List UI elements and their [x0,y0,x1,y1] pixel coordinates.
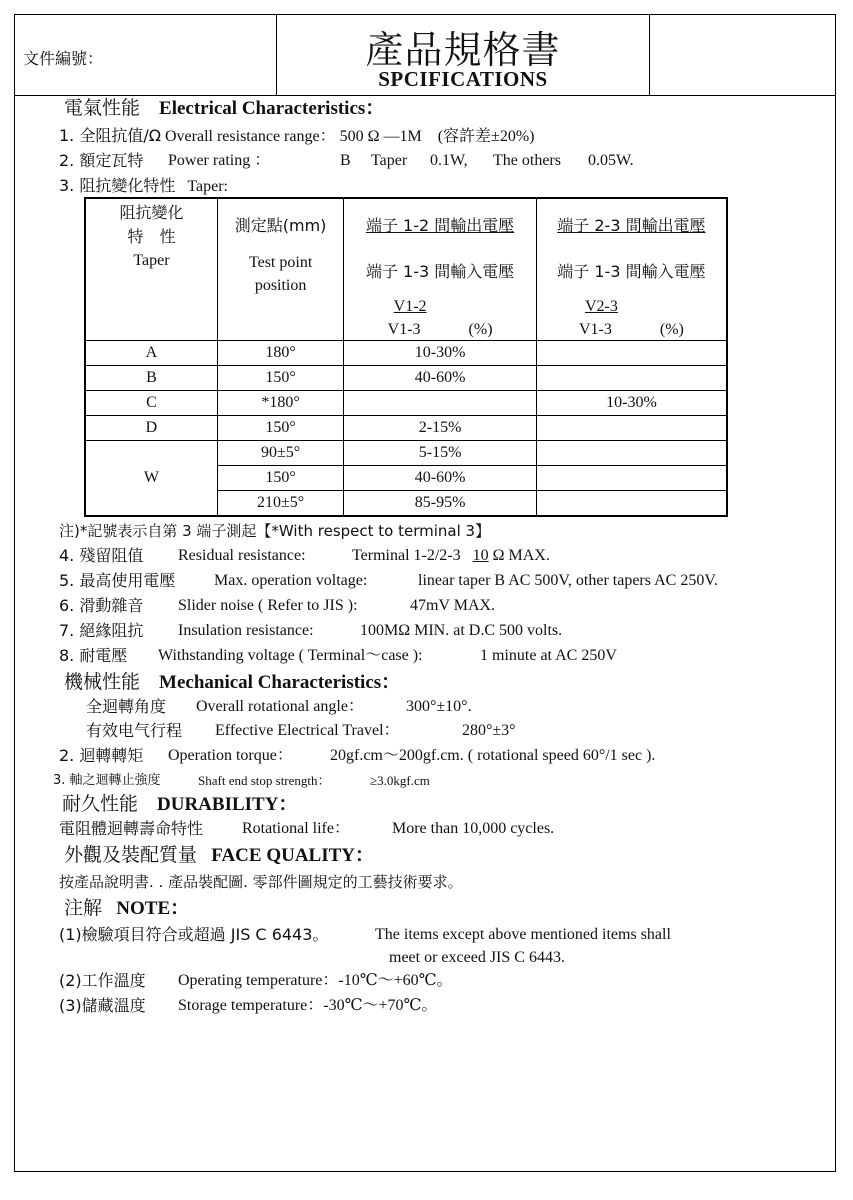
doc-no-label: 文件編號： [23,49,104,68]
table-row [85,341,727,366]
electrical-heading: 電氣性能 Electrical Characteristics： [64,97,385,119]
cell-v12: 85-95% [344,491,537,517]
item2-val: 0.1W, [430,152,468,169]
cell-v23 [536,341,727,366]
face-quality-heading: 外觀及裝配質量 FACE QUALITY： [64,844,375,866]
cell-v23 [536,491,727,517]
life-label: 電阻體迴轉壽命特性 [59,819,204,838]
table-row [85,391,727,416]
note2-label: (2)工作溫度 [59,971,146,990]
terminal-note: 注)*記號表示自第 3 端子測起【*With respect to terminal 3】 [59,522,491,540]
col-v12-head: 端子 1-2 間輸出電壓 端子 1-3 間輸入電壓 V1-2 V1-3 (%) [344,198,537,341]
item5-label: 5. 最高使用電壓 [59,571,176,590]
item2: 2. 額定瓦特 [59,151,144,170]
note1-en: The items except above mentioned items shall [375,926,671,943]
mechanical-heading: 機械性能 Mechanical Characteristics： [64,671,401,693]
cell-point: 210±5° [217,491,343,517]
life-en: Rotational life： [242,820,350,837]
item2-others: The others [493,152,561,169]
col-taper-head: 阻抗變化 特 性 Taper [85,198,217,341]
stop-val: ≥3.0kgf.cm [370,773,430,788]
title-cn: 產品規格書 [365,28,561,72]
item7-label: 7. 絕緣阻抗 [59,621,144,640]
cell-v23 [536,441,727,466]
note-heading: 注解 NOTE： [64,897,190,919]
col-point-head: 測定點(mm) Test point position [217,198,343,341]
table-header-row [85,198,727,341]
note2-en: Operating temperature：-10℃～+60℃。 [178,972,453,989]
cell-point: 180° [217,341,343,366]
title-cell [277,15,650,95]
cell-point: 150° [217,416,343,441]
item3: 3. 阻抗變化特性 Taper: [59,176,228,195]
item2-en: Power rating ： [168,152,271,169]
item4-val: Terminal 1-2/2-3 10 Ω MAX. [352,547,550,564]
item7-val: 100MΩ MIN. at D.C 500 volts. [360,622,563,639]
cell-taper: D [85,416,217,441]
cell-v12: 5-15% [344,441,537,466]
item2-others-val: 0.05W. [588,152,634,169]
torque-en: Operation torque： [168,747,293,764]
cell-point: 150° [217,366,343,391]
note1-en2: meet or exceed JIS C 6443. [389,949,565,966]
item4-en: Residual resistance: [178,547,306,564]
cell-taper: C [85,391,217,416]
stop-en: Shaft end stop strength： [198,773,331,788]
note3-en: Storage temperature：-30℃～+70℃。 [178,997,438,1014]
cell-taper: W [85,441,217,517]
item2-taper: Taper [371,152,408,169]
face-quality-text: 按產品說明書. . 產品裝配圖. 零部件圖規定的工藝技術要求。 [59,873,463,891]
item6-val: 47mV MAX. [410,597,496,614]
item6-label: 6. 滑動雜音 [59,596,144,615]
item5-val: linear taper B AC 500V, other tapers AC 250V. [418,572,718,589]
life-val: More than 10,000 cycles. [392,820,555,837]
item8-label: 8. 耐電壓 [59,646,128,665]
title-en: SPCIFICATIONS [378,67,548,91]
cell-v12: 10-30% [344,341,537,366]
cell-v23 [536,416,727,441]
item6-en: Slider noise ( Refer to JIS ): [178,597,358,614]
eff-label: 有效电气行程 [86,721,183,740]
item5-en: Max. operation voltage: [214,572,368,589]
cell-taper: A [85,341,217,366]
table-row [85,366,727,391]
note1-label: (1)檢驗項目符合或超過 JIS C 6443。 [59,925,329,944]
cell-v12: 40-60% [344,466,537,491]
cell-v23 [536,466,727,491]
table-row [85,441,727,466]
cell-point: 150° [217,466,343,491]
torque-label: 2. 迴轉轉矩 [59,746,144,765]
durability-heading: 耐久性能 DURABILITY： [62,793,298,815]
torque-val: 20gf.cm～200gf.cm. ( rotational speed 60°/1 sec ). [330,747,656,764]
item2-b: B [340,152,351,169]
doc-no-cell [15,15,277,95]
item7-en: Insulation resistance: [178,622,314,639]
eff-val: 280°±3° [462,722,516,739]
item8-en: Withstanding voltage ( Terminal～case ): [158,647,423,664]
cell-v12: 40-60% [344,366,537,391]
cell-v12 [344,391,537,416]
rot-label: 全迴轉角度 [86,697,167,716]
item4-label: 4. 殘留阻值 [59,546,144,565]
eff-en: Effective Electrical Travel： [215,722,400,739]
taper-table [84,197,728,517]
item8-val: 1 minute at AC 250V [480,647,617,664]
cell-taper: B [85,366,217,391]
rot-val: 300°±10°. [406,698,472,715]
cell-point: 90±5° [217,441,343,466]
header [15,15,835,96]
table-row [85,416,727,441]
item1: 1. 全阻抗值/Ω Overall resistance range： 500 Ω —1M (容許差±20%) [59,126,535,145]
cell-v23 [536,366,727,391]
stop-label: 3. 軸之迴轉止強度 [53,773,161,788]
col-v23-head: 端子 2-3 間輸出電壓 端子 1-3 間輸入電壓 V2-3 V1-3 (%) [536,198,727,341]
cell-v12: 2-15% [344,416,537,441]
note3-label: (3)儲藏溫度 [59,996,146,1015]
cell-point: *180° [217,391,343,416]
rot-en: Overall rotational angle： [196,698,364,715]
cell-v23: 10-30% [536,391,727,416]
